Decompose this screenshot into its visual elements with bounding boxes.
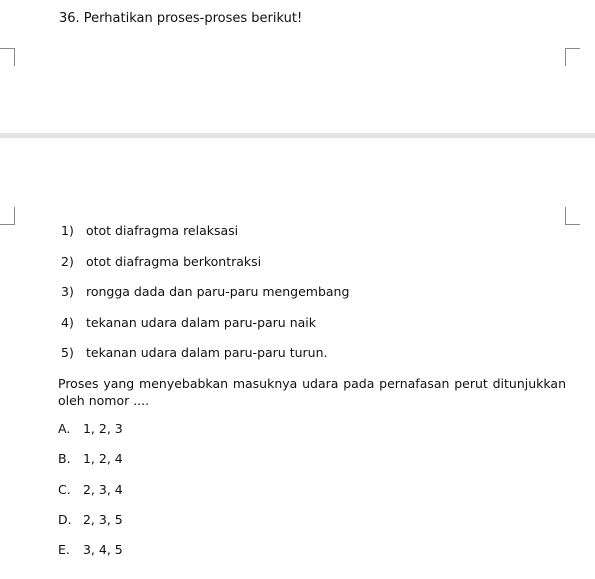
image-frame-corner-top-right <box>565 48 580 66</box>
option-value: 1, 2, 3 <box>82 421 123 436</box>
process-label: otot diafragma berkontraksi <box>85 253 262 269</box>
process-label: otot diafragma relaksasi <box>85 223 239 238</box>
image-frame-corner-bottom-right <box>565 207 580 225</box>
option-value: 1, 2, 4 <box>82 451 123 467</box>
option-letter: C. <box>58 481 71 497</box>
answer-option-c[interactable] <box>58 482 123 512</box>
question-title: 36. Perhatikan proses-proses berikut! <box>59 11 303 26</box>
answer-option-b[interactable] <box>58 451 123 481</box>
answer-option-a[interactable] <box>58 421 123 451</box>
answer-option-e[interactable] <box>58 542 123 572</box>
answer-option-d[interactable] <box>58 512 123 542</box>
option-value: 2, 3, 5 <box>82 511 123 527</box>
option-letter: B. <box>58 451 71 467</box>
option-value: 2, 3, 4 <box>82 481 123 497</box>
page-divider <box>0 133 595 138</box>
process-item <box>61 284 349 315</box>
process-number: 1) <box>61 223 74 238</box>
process-label: rongga dada dan paru-paru mengembang <box>85 284 350 299</box>
process-item <box>61 223 349 254</box>
process-item <box>61 345 349 376</box>
process-item <box>61 315 349 346</box>
process-item <box>61 254 349 285</box>
answer-option-list <box>58 421 123 572</box>
question-text: Proses yang menyebabkan masuknya udara pada pernafasan perut ditunjukkan oleh nomor .... <box>58 376 566 408</box>
option-letter: A. <box>58 421 71 436</box>
process-number: 5) <box>61 345 74 360</box>
process-list <box>61 223 349 376</box>
option-value: 3, 4, 5 <box>82 542 123 558</box>
image-frame-corner-top-left <box>0 48 15 66</box>
process-number: 2) <box>61 253 74 269</box>
process-label: tekanan udara dalam paru-paru turun. <box>85 345 328 360</box>
image-frame-corner-bottom-left <box>0 207 15 225</box>
process-label: tekanan udara dalam paru-paru naik <box>85 314 316 330</box>
option-letter: D. <box>58 511 72 527</box>
process-number: 3) <box>61 284 74 299</box>
option-letter: E. <box>58 542 70 558</box>
process-number: 4) <box>61 314 74 330</box>
